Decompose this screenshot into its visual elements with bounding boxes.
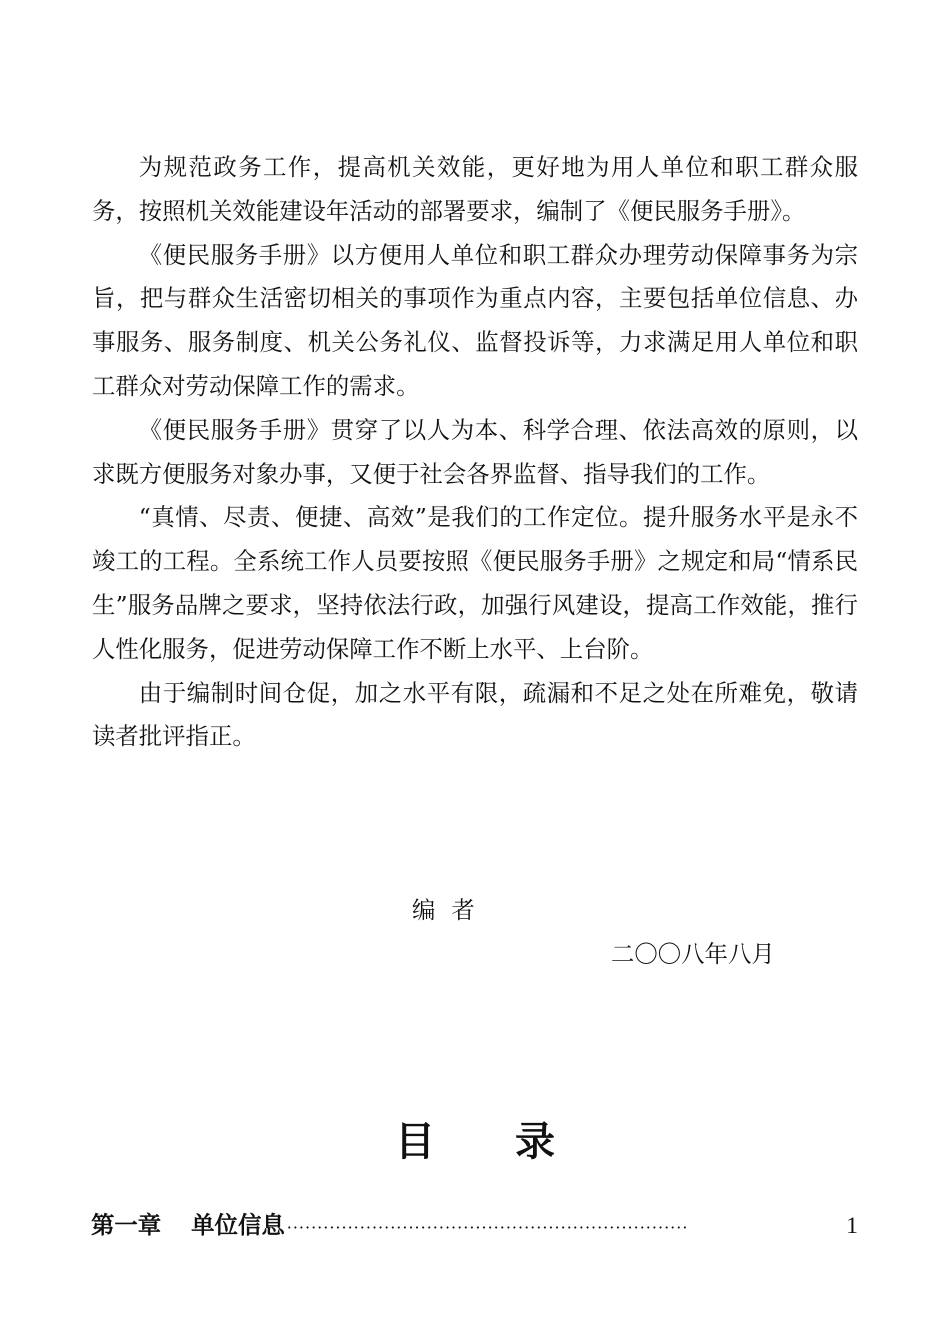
preface-body <box>92 146 858 759</box>
toc-entry-chapter-1[interactable] <box>91 1205 858 1248</box>
preface-paragraph-2: 《便民服务手册》以方便用人单位和职工群众办理劳动保障事务为宗旨，把与群众生活密切相关的事项作为重点内容，主要包括单位信息、办事服务、服务制度、机关公务礼仪、监督投诉等，力求满足用人单位和职工群众对劳动保障工作的需求。 <box>92 240 858 400</box>
toc-entry-chapter-number: 第一章 <box>91 1211 162 1239</box>
toc-entry-page-number: 1 <box>846 1213 858 1239</box>
preface-paragraph-5: 由于编制时间仓促，加之水平有限，疏漏和不足之处在所难免，敬请读者批评指正。 <box>92 678 858 751</box>
toc-title <box>0 1112 950 1172</box>
preface-paragraph-4: “真情、尽责、便捷、高效”是我们的工作定位。提升服务水平是永不竣工的工程。全系统工作人员要按照《便民服务手册》之规定和局“情系民生”服务品牌之要求，坚持依法行政，加强行风建设，提高工作效能，推行人性化服务，促进劳动保障工作不断上水平、上台阶。 <box>92 503 858 663</box>
toc-title-char-2: 录 <box>515 1118 555 1165</box>
preface-paragraph-3: 《便民服务手册》贯穿了以人为本、科学合理、依法高效的原则，以求既方便服务对象办事，又便于社会各界监督、指导我们的工作。 <box>92 415 858 488</box>
preface-paragraph-1: 为规范政务工作，提高机关效能，更好地为用人单位和职工群众服务，按照机关效能建设年活动的部署要求，编制了《便民服务手册》。 <box>92 153 858 225</box>
preface-date: 二〇〇八年八月 <box>611 940 775 968</box>
toc-entry-leader-dots: ·································································· <box>286 1218 689 1237</box>
toc-entry-chapter-name: 单位信息 <box>191 1211 285 1239</box>
preface-author: 编者 <box>412 896 491 924</box>
toc-title-char-1: 目 <box>395 1118 435 1165</box>
